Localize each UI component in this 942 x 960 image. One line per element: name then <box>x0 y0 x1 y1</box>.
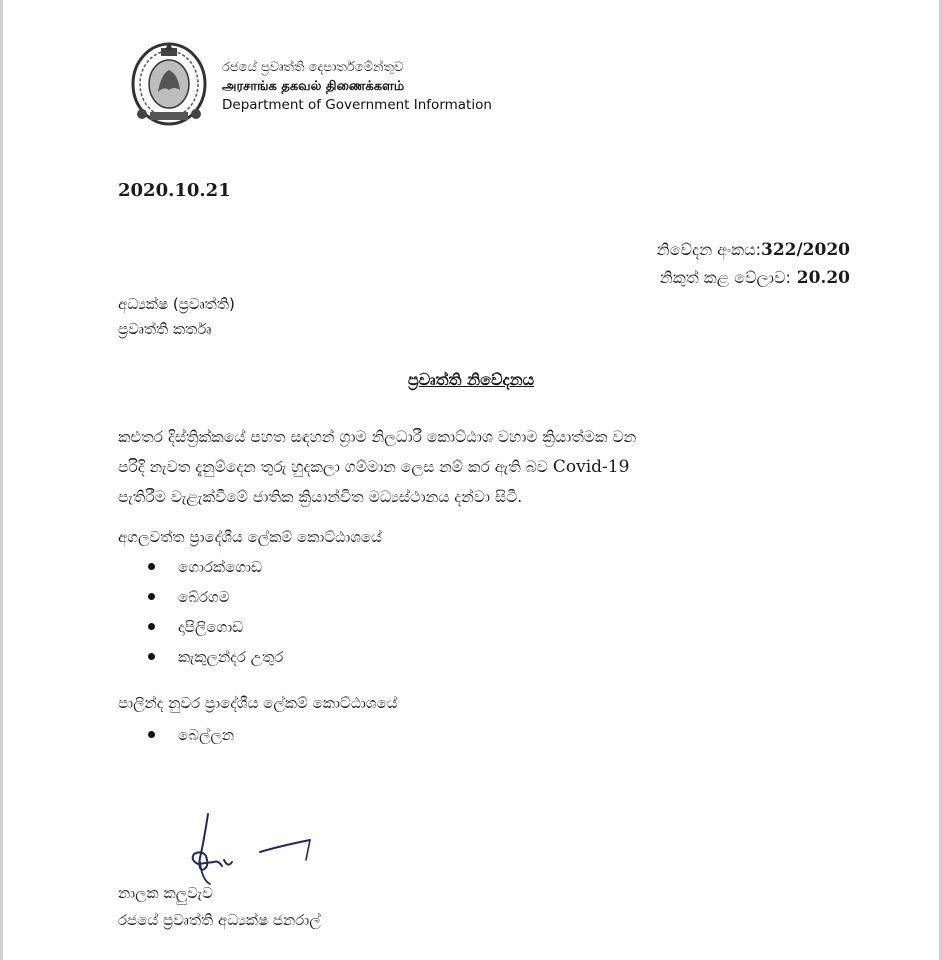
covid-term: Covid-19 <box>552 457 630 477</box>
reference-block <box>657 236 850 292</box>
section-heading-palindanuwara: පාලින්ද නුවර ප්‍රාදේශීය ලේකම් කොට්ඨාශයේ <box>118 694 398 712</box>
list-item <box>148 582 283 612</box>
list-item <box>148 612 283 642</box>
signatory-title: රජයේ ප්‍රවෘත්ති අධ්‍යක්ෂ ජනරාල් <box>118 911 321 929</box>
body-line-1: කළුතර දිස්ත්‍රික්කයේ පහත සඳහන් ග්‍රාම නිලධාරී කොට්ඨාශ වහාම ක්‍රියාත්මක වන <box>118 428 637 446</box>
national-emblem-icon <box>128 40 210 128</box>
issue-time-value: 20.20 <box>790 268 850 288</box>
issue-time-label: නිකුත් කළ වේලාව: <box>659 268 791 287</box>
document-date: 2020.10.21 <box>118 180 231 201</box>
addressee-line-2: ප්‍රවෘත්ති කර්තෘ <box>118 320 212 338</box>
list-item <box>148 720 234 750</box>
signatory-name: නාලක කලුවැව <box>118 884 213 902</box>
division-name: දාපිලිගොඩ <box>178 618 244 636</box>
body-paragraph <box>118 422 838 512</box>
list-item <box>148 642 283 672</box>
section-heading-agalawatta: අගලවත්ත ප්‍රාදේශීය ලේකම් කොට්ඨාශයේ <box>118 528 382 546</box>
signatory-block <box>118 880 321 934</box>
division-list-agalawatta <box>148 552 283 672</box>
division-list-palindanuwara <box>148 720 234 750</box>
issue-time <box>657 264 850 292</box>
addressee-line-1: අධ්‍යක්ෂ (ප්‍රවෘත්ති) <box>118 295 235 313</box>
bullet-icon <box>148 653 155 660</box>
notice-number <box>657 236 850 264</box>
division-name: ගොරක්ගොඩ <box>178 558 263 576</box>
subject-text: ප්‍රවෘත්ති නිවේදනය <box>407 370 535 389</box>
letterhead-tamil: அரசாங்க தகவல் திணைக்களம் <box>222 79 405 94</box>
notice-number-label: නිවේදන අංකය: <box>656 240 761 259</box>
letterhead-english: Department of Government Information <box>222 97 492 113</box>
bullet-icon <box>148 563 155 570</box>
division-name: බෙල්ලන <box>178 726 235 744</box>
addressee-block <box>118 292 235 342</box>
division-name: බේරගම <box>178 588 230 606</box>
handwritten-signature <box>180 810 320 890</box>
notice-number-value: 322/2020 <box>760 240 850 260</box>
body-line-2-text: පරිදි නැවත දැනුම්දෙන තුරු හුදකලා ගම්මාන ලෙස නම් කර ඇති බව <box>118 458 548 476</box>
bullet-icon <box>148 593 155 600</box>
page-edge-left <box>0 0 3 960</box>
letterhead-sinhala: රජයේ ප්‍රවෘත්ති දෙපාර්තමේන්තුව <box>222 60 404 75</box>
bullet-icon <box>148 623 155 630</box>
division-name: කැකුලන්දර උතුර <box>178 648 284 666</box>
letterhead <box>128 40 528 130</box>
bullet-icon <box>148 731 155 738</box>
subject-heading <box>0 370 942 390</box>
list-item <box>148 552 283 582</box>
body-line-3: පැතිරීම වැළැක්වීමේ ජාතික ක්‍රියාන්විත මධ්‍යස්ථානය දන්වා සිටී. <box>118 488 523 506</box>
body-line-2 <box>118 452 838 482</box>
